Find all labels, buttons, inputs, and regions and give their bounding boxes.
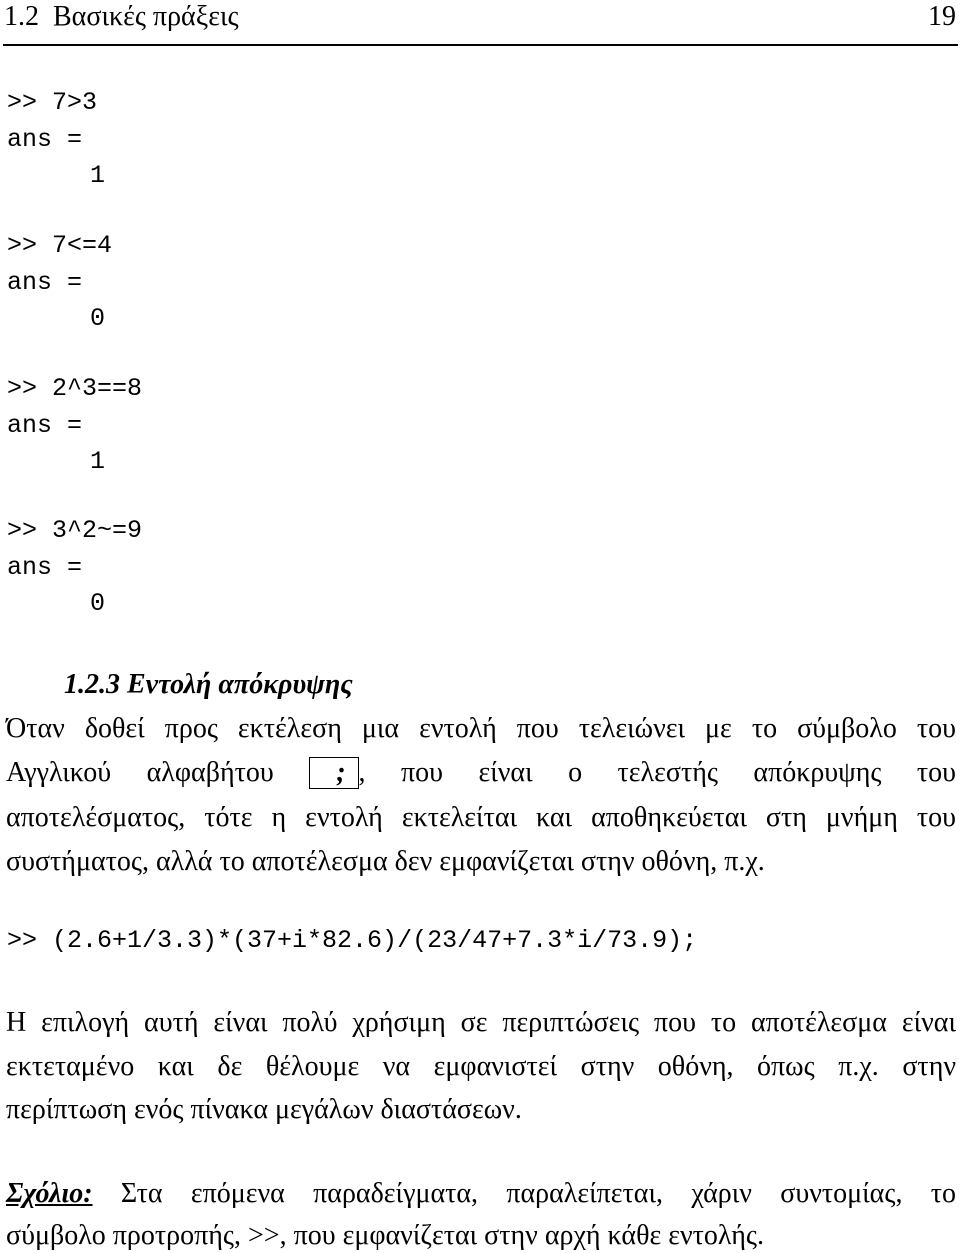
code-line: >> (2.6+1/3.3)*(37+i*82.6)/(23/47+7.3*i/73.9);	[7, 926, 698, 955]
semicolon-symbol-box: ;	[309, 757, 358, 789]
running-header-title: 1.2 Βασικές πράξεις	[4, 1, 239, 32]
paragraph-line: περίπτωση ενός πίνακα μεγάλων διαστάσεων.	[6, 1094, 522, 1125]
code-ans-label: ans =	[7, 125, 83, 154]
paragraph-line: Όταν δοθεί προς εκτέλεση μια εντολή που τελειώνει με το σύμβολο του	[6, 713, 956, 744]
code-prompt: >> 7>3	[7, 88, 98, 117]
code-result: 0	[90, 304, 106, 333]
code-result: 1	[90, 161, 106, 190]
paragraph-text: Αγγλικού αλφαβήτου	[6, 757, 310, 788]
page-number: 19	[928, 1, 956, 32]
code-ans-label: ans =	[7, 268, 83, 297]
code-result: 0	[90, 589, 106, 618]
code-ans-label: ans =	[7, 411, 83, 440]
paragraph-line: αποτελέσματος, τότε η εντολή εκτελείται και αποθηκεύεται στη μνήμη του	[6, 802, 956, 833]
paragraph-line: εκτεταμένο και δε θέλουμε να εμφανιστεί στην οθόνη, όπως π.χ. στην	[6, 1051, 956, 1082]
code-prompt: >> 3^2~=9	[7, 516, 143, 545]
note-line	[6, 1177, 956, 1211]
header-rule	[3, 44, 958, 46]
code-prompt: >> 2^3==8	[7, 374, 143, 403]
paragraph-line: Η επιλογή αυτή είναι πολύ χρήσιμη σε περιπτώσεις που το αποτέλεσμα είναι	[6, 1007, 956, 1038]
note-line: σύμβολο προτροπής, >>, που εμφανίζεται στην αρχή κάθε εντολής.	[6, 1220, 764, 1251]
code-ans-label: ans =	[7, 553, 83, 582]
paragraph-line: συστήματος, αλλά το αποτέλεσμα δεν εμφανίζεται στην οθόνη, π.χ.	[6, 846, 765, 877]
paragraph-text: , που είναι ο τελεστής απόκρυψης του	[358, 757, 957, 788]
note-text: Στα επόμενα παραδείγματα, παραλείπεται, χάριν συντομίας, το	[92, 1178, 956, 1209]
code-prompt: >> 7<=4	[7, 231, 113, 260]
paragraph-line	[6, 756, 956, 790]
note-label: Σχόλιο:	[6, 1178, 93, 1209]
code-result: 1	[90, 447, 106, 476]
section-heading: 1.2.3 Εντολή απόκρυψης	[64, 669, 353, 700]
